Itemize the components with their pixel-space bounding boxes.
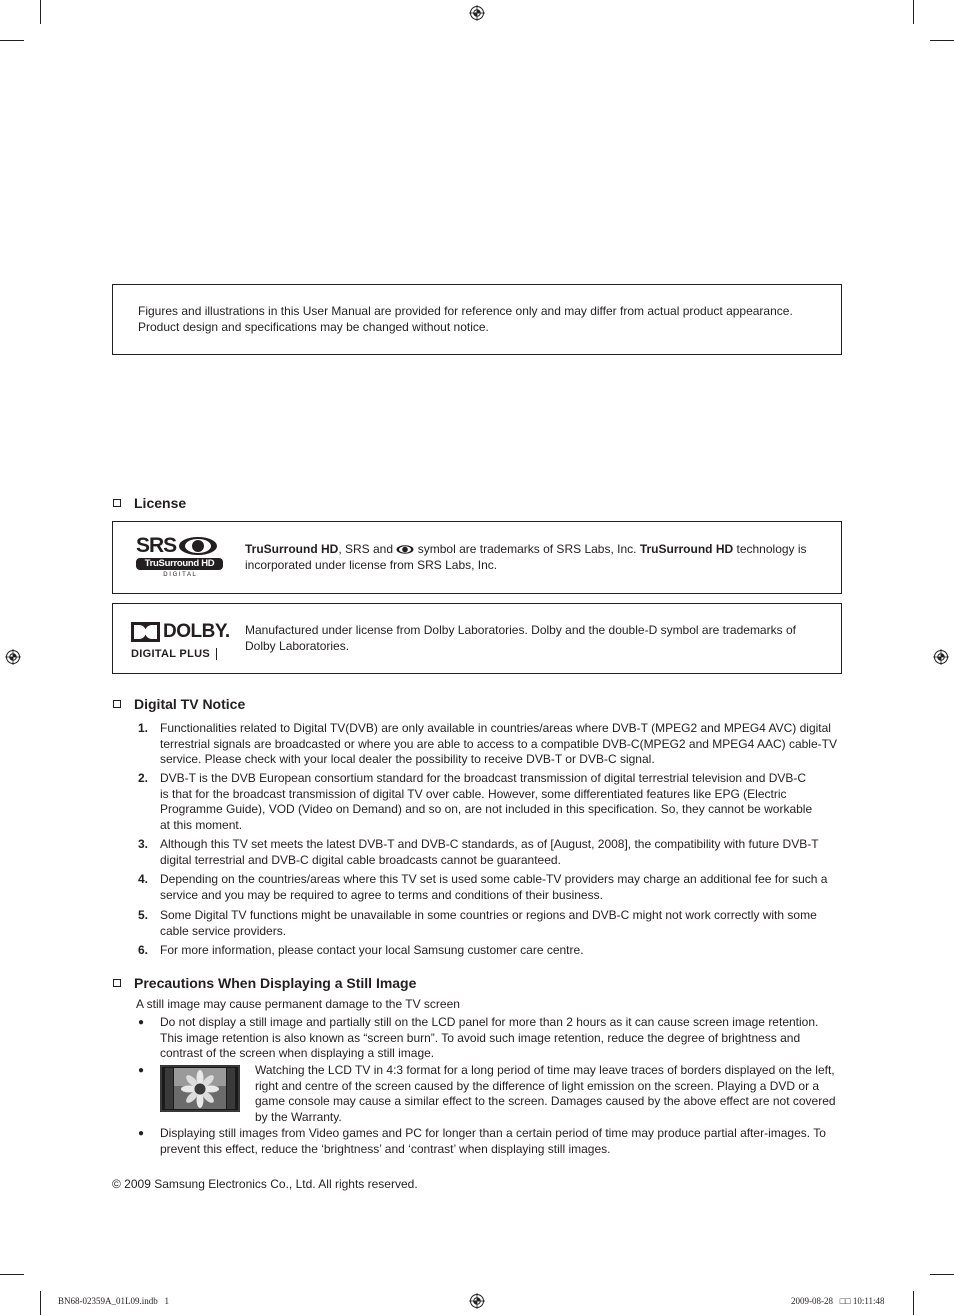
bullet-icon: ● — [138, 1128, 145, 1139]
srs-circle-symbol-icon — [177, 536, 219, 556]
checkbox-bullet-icon — [113, 979, 121, 987]
registration-mark-right-icon — [933, 649, 949, 665]
registration-mark-bottom-icon — [469, 1293, 485, 1309]
crop-mark-bottom-right-horizontal — [930, 1274, 954, 1275]
srs-inline-symbol-icon — [396, 545, 414, 554]
bullet-icon: ● — [138, 1017, 145, 1028]
list-item: 3. Although this TV set meets the latest DVB-T and DVB-C standards, as of [August, 2008], the compatibility with future DVB-T digital terrestrial and DVB-C digital cable broadcasts cannot be guaranteed. — [138, 837, 819, 867]
srs-digital-text: D I G I T A L — [163, 572, 196, 578]
footer-timestamp: 2009-08-28 □□ 10:11:48 — [791, 1296, 885, 1306]
list-item: ● Do not display a still image and partially still on the LCD panel for more than 2 hours as it can cause screen image retention. This image retention is also known as “screen burn”. To avoid such image retention, reduce the degree of brightness and contrast of the screen when displaying a still image. — [138, 1015, 819, 1060]
still-image-tv-illustration — [160, 1065, 240, 1112]
bullet-icon: ● — [138, 1065, 145, 1076]
dolby-digital-plus-text: DIGITAL PLUS — [131, 648, 231, 660]
notice-box — [112, 284, 842, 355]
registration-mark-left-icon — [5, 649, 21, 665]
precautions-heading — [113, 975, 416, 991]
list-item: 1. Functionalities related to Digital TV(DVB) are only available in countries/areas where DVB-T (MPEG2 and MPEG4 AVC) digital terrestrial signals are broadcasted or where you are able to access to a compatible DVB-C(MPEG2 and MPEG4 AAC) cable-TV service. Please check with your local dealer the possibility to receive DVB-T or DVB-C signal. — [138, 721, 837, 766]
crop-mark-top-right-vertical — [913, 0, 914, 24]
digital-tv-heading — [113, 696, 245, 712]
registration-mark-top-icon — [469, 5, 485, 21]
list-item: 5. Some Digital TV functions might be unavailable in some countries or regions and DVB-C might not work correctly with some cable service providers. — [138, 908, 817, 938]
dolby-logo-text: DOLBY. — [163, 621, 230, 642]
srs-logo — [136, 536, 224, 578]
dolby-license-text: Manufactured under license from Dolby Laboratories. Dolby and the double-D symbol are trademarks of Dolby Laboratories. — [245, 623, 796, 653]
license-heading — [113, 495, 186, 511]
crop-mark-bottom-left-horizontal — [0, 1274, 24, 1275]
dolby-license-box — [112, 603, 842, 674]
copyright-text: © 2009 Samsung Electronics Co., Ltd. All rights reserved. — [112, 1177, 418, 1191]
crop-mark-bottom-right-vertical — [913, 1291, 914, 1315]
precautions-heading-text: Precautions When Displaying a Still Image — [134, 975, 417, 991]
footer-file-name: BN68-02359A_01L09.indb 1 — [58, 1296, 169, 1306]
srs-license-text: TruSurround HD, SRS and symbol are trademarks of SRS Labs, Inc. TruSurround HD technology is incorporated under license from SRS Labs, Inc. — [245, 542, 807, 572]
crop-mark-top-right-horizontal — [930, 40, 954, 41]
digital-tv-heading-text: Digital TV Notice — [134, 696, 246, 712]
srs-trusurround-badge: TruSurround HD — [136, 558, 223, 570]
precautions-intro: A still image may cause permanent damage to the TV screen — [136, 997, 460, 1011]
list-item: ● Watching the LCD TV in 4:3 format for a long period of time may leave traces of borders displayed on the left, right and centre of the screen caused by the difference of light emission on the screen. Playing a DVD or a game console may cause a similar effect to the screen. Damages caused by the above effect are not covered by the Warranty. — [138, 1063, 836, 1124]
srs-logo-text: SRS — [136, 534, 177, 557]
srs-license-box — [112, 521, 842, 594]
checkbox-bullet-icon — [113, 499, 121, 507]
list-item: ● Displaying still images from Video games and PC for longer than a certain period of time may produce partial after-images. To prevent this effect, reduce the ‘brightness’ and ‘contrast’ when displaying still images. — [138, 1126, 826, 1156]
list-item: 2. DVB-T is the DVB European consortium standard for the broadcast transmission of digital terrestrial television and DVB-C is that for the broadcast transmission of digital TV over cable. However, some differentiated features like EPG (Electric Programme Guide), VOD (Video on Demand) and so on, are not included in this specification. So, they cannot be workable at this moment. — [138, 771, 813, 832]
list-item: 4. Depending on the countries/areas where this TV set is used some cable-TV providers may charge an additional fee for such a service and you may be required to agree to terms and conditions of their business. — [138, 872, 828, 902]
license-heading-text: License — [134, 495, 187, 511]
dolby-logo — [131, 621, 231, 661]
checkbox-bullet-icon — [113, 700, 121, 708]
list-item: 6. For more information, please contact your local Samsung customer care centre. — [138, 943, 584, 957]
notice-text: Figures and illustrations in this User Manual are provided for reference only and may differ from actual product appearance. Product design and specifications may be changed without notice. — [138, 304, 793, 334]
crop-mark-bottom-left-vertical — [40, 1291, 41, 1315]
dolby-double-d-icon — [131, 622, 160, 642]
crop-mark-top-left-horizontal — [0, 40, 24, 41]
crop-mark-top-left-vertical — [40, 0, 41, 24]
